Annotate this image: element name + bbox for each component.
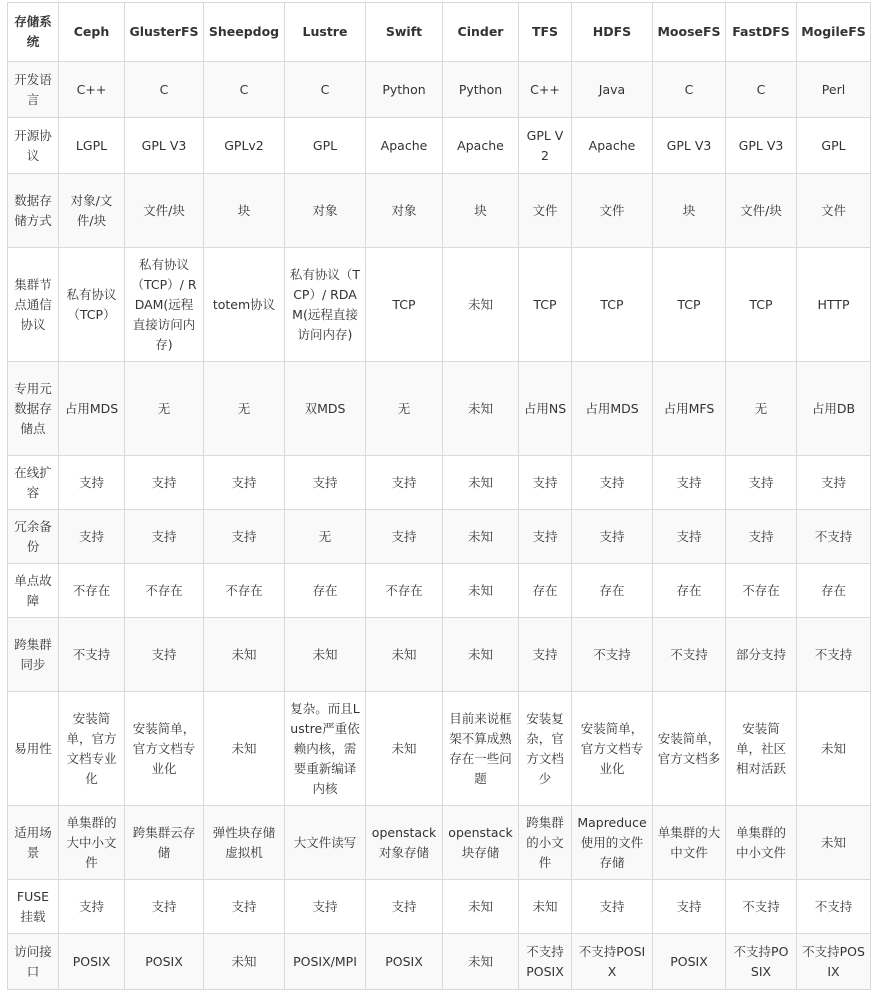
table-cell: GPL bbox=[285, 118, 366, 174]
table-row bbox=[8, 510, 871, 564]
table-cell: 未知 bbox=[443, 880, 519, 934]
table-cell: Python bbox=[443, 62, 519, 118]
table-cell: 支持 bbox=[204, 880, 285, 934]
table-cell: 无 bbox=[285, 510, 366, 564]
table-cell: 不支持 bbox=[726, 880, 797, 934]
table-cell: C++ bbox=[519, 62, 572, 118]
col-header-lustre: Lustre bbox=[285, 3, 366, 62]
table-cell: 安装简单，官方文档专业化 bbox=[125, 692, 204, 806]
header-row bbox=[8, 3, 871, 62]
table-cell: openstack块存储 bbox=[443, 806, 519, 880]
table-cell: 跨集群的小文件 bbox=[519, 806, 572, 880]
row-label: 在线扩容 bbox=[8, 456, 59, 510]
table-cell: 占用MDS bbox=[59, 362, 125, 456]
table-cell: 块 bbox=[653, 174, 726, 248]
table-cell: 未知 bbox=[443, 456, 519, 510]
table-cell: Perl bbox=[797, 62, 871, 118]
table-cell: GPL bbox=[797, 118, 871, 174]
row-label: 访问接口 bbox=[8, 934, 59, 990]
table-cell: GPL V3 bbox=[726, 118, 797, 174]
table-cell: C bbox=[285, 62, 366, 118]
table-cell: 块 bbox=[204, 174, 285, 248]
table-cell: 不存在 bbox=[366, 564, 443, 618]
table-cell: 未知 bbox=[366, 692, 443, 806]
col-header-tfs: TFS bbox=[519, 3, 572, 62]
table-cell: 私有协议（TCP）/ RDAM(远程直接访问内存) bbox=[285, 248, 366, 362]
table-cell: 不支持 bbox=[797, 880, 871, 934]
table-cell: 未知 bbox=[366, 618, 443, 692]
table-body bbox=[8, 62, 871, 990]
table-cell: 未知 bbox=[204, 618, 285, 692]
table-row bbox=[8, 362, 871, 456]
table-row bbox=[8, 248, 871, 362]
table-cell: 未知 bbox=[443, 934, 519, 990]
table-cell: 单集群的大中小文件 bbox=[59, 806, 125, 880]
col-header-hdfs: HDFS bbox=[572, 3, 653, 62]
table-cell: TCP bbox=[653, 248, 726, 362]
col-header-moosefs: MooseFS bbox=[653, 3, 726, 62]
table-cell: POSIX bbox=[366, 934, 443, 990]
row-label: 专用元数据存储点 bbox=[8, 362, 59, 456]
row-label: 跨集群同步 bbox=[8, 618, 59, 692]
table-cell: 支持 bbox=[653, 510, 726, 564]
table-cell: 支持 bbox=[797, 456, 871, 510]
table-cell: 私有协议（TCP）/ RDAM(远程直接访问内存) bbox=[125, 248, 204, 362]
table-cell: 双MDS bbox=[285, 362, 366, 456]
table-cell: Apache bbox=[443, 118, 519, 174]
table-cell: TCP bbox=[366, 248, 443, 362]
table-cell: 支持 bbox=[125, 880, 204, 934]
table-cell: Mapreduce使用的文件存储 bbox=[572, 806, 653, 880]
col-header-ceph: Ceph bbox=[59, 3, 125, 62]
table-cell: 支持 bbox=[204, 456, 285, 510]
table-cell: 占用MDS bbox=[572, 362, 653, 456]
col-header-glusterfs: GlusterFS bbox=[125, 3, 204, 62]
table-cell: 支持 bbox=[125, 510, 204, 564]
table-cell: LGPL bbox=[59, 118, 125, 174]
table-cell: 复杂。而且Lustre严重依赖内核，需要重新编译内核 bbox=[285, 692, 366, 806]
table-cell: 支持 bbox=[572, 456, 653, 510]
table-cell: 单集群的大中文件 bbox=[653, 806, 726, 880]
table-cell: 不存在 bbox=[59, 564, 125, 618]
row-label: 冗余备份 bbox=[8, 510, 59, 564]
table-cell: 未知 bbox=[443, 564, 519, 618]
table-cell: 支持 bbox=[519, 510, 572, 564]
table-cell: 支持 bbox=[125, 456, 204, 510]
table-cell: 支持 bbox=[285, 880, 366, 934]
table-cell: 支持 bbox=[519, 456, 572, 510]
row-label: 开源协议 bbox=[8, 118, 59, 174]
table-cell: C bbox=[653, 62, 726, 118]
table-cell: 不支持 bbox=[797, 618, 871, 692]
table-cell: POSIX/MPI bbox=[285, 934, 366, 990]
table-cell: 支持 bbox=[59, 456, 125, 510]
table-cell: 私有协议（TCP） bbox=[59, 248, 125, 362]
table-cell: 支持 bbox=[366, 880, 443, 934]
table-cell: 弹性块存储虚拟机 bbox=[204, 806, 285, 880]
comparison-table bbox=[7, 2, 871, 990]
table-cell: C++ bbox=[59, 62, 125, 118]
table-cell: 文件/块 bbox=[125, 174, 204, 248]
table-cell: 存在 bbox=[572, 564, 653, 618]
corner-header: 存储系统 bbox=[8, 3, 59, 62]
table-cell: 块 bbox=[443, 174, 519, 248]
table-cell: C bbox=[726, 62, 797, 118]
table-cell: 文件/块 bbox=[726, 174, 797, 248]
table-cell: 未知 bbox=[443, 510, 519, 564]
table-cell: 目前来说框架不算成熟存在一些问题 bbox=[443, 692, 519, 806]
col-header-fastdfs: FastDFS bbox=[726, 3, 797, 62]
table-cell: 支持 bbox=[366, 510, 443, 564]
table-cell: GPLv2 bbox=[204, 118, 285, 174]
table-cell: 支持 bbox=[285, 456, 366, 510]
table-cell: 单集群的中小文件 bbox=[726, 806, 797, 880]
table-cell: 对象 bbox=[366, 174, 443, 248]
col-header-cinder: Cinder bbox=[443, 3, 519, 62]
col-header-swift: Swift bbox=[366, 3, 443, 62]
table-cell: 安装复杂，官方文档少 bbox=[519, 692, 572, 806]
table-row bbox=[8, 62, 871, 118]
table-cell: 无 bbox=[366, 362, 443, 456]
table-cell: 占用NS bbox=[519, 362, 572, 456]
table-cell: GPL V2 bbox=[519, 118, 572, 174]
table-cell: 不支持 bbox=[797, 510, 871, 564]
table-cell: 未知 bbox=[443, 362, 519, 456]
row-label: 开发语言 bbox=[8, 62, 59, 118]
table-cell: 支持 bbox=[59, 880, 125, 934]
table-cell: 不支持POSIX bbox=[519, 934, 572, 990]
table-cell: 存在 bbox=[797, 564, 871, 618]
table-cell: TCP bbox=[519, 248, 572, 362]
table-cell: 占用DB bbox=[797, 362, 871, 456]
table-cell: GPL V3 bbox=[125, 118, 204, 174]
table-cell: Apache bbox=[572, 118, 653, 174]
table-cell: POSIX bbox=[653, 934, 726, 990]
table-cell: 大文件读写 bbox=[285, 806, 366, 880]
table-cell: 未知 bbox=[285, 618, 366, 692]
table-cell: 支持 bbox=[726, 510, 797, 564]
table-cell: 不存在 bbox=[204, 564, 285, 618]
table-cell: 安装简单，社区相对活跃 bbox=[726, 692, 797, 806]
col-header-sheepdog: Sheepdog bbox=[204, 3, 285, 62]
table-cell: Python bbox=[366, 62, 443, 118]
table-cell: 文件 bbox=[572, 174, 653, 248]
table-cell: 对象/文件/块 bbox=[59, 174, 125, 248]
table-cell: 安装简单，官方文档多 bbox=[653, 692, 726, 806]
table-cell: 文件 bbox=[797, 174, 871, 248]
table-cell: 支持 bbox=[59, 510, 125, 564]
table-row bbox=[8, 934, 871, 990]
table-cell: 未知 bbox=[797, 692, 871, 806]
table-cell: 未知 bbox=[519, 880, 572, 934]
table-cell: 文件 bbox=[519, 174, 572, 248]
table-row bbox=[8, 618, 871, 692]
table-cell: 不存在 bbox=[726, 564, 797, 618]
table-cell: 支持 bbox=[726, 456, 797, 510]
row-label: 适用场景 bbox=[8, 806, 59, 880]
table-cell: 不存在 bbox=[125, 564, 204, 618]
table-cell: 不支持 bbox=[59, 618, 125, 692]
table-cell: 支持 bbox=[519, 618, 572, 692]
table-row bbox=[8, 118, 871, 174]
row-label: FUSE挂载 bbox=[8, 880, 59, 934]
table-cell: 不支持 bbox=[653, 618, 726, 692]
table-cell: totem协议 bbox=[204, 248, 285, 362]
table-cell: 占用MFS bbox=[653, 362, 726, 456]
table-cell: POSIX bbox=[59, 934, 125, 990]
table-row bbox=[8, 564, 871, 618]
table-cell: HTTP bbox=[797, 248, 871, 362]
table-cell: 对象 bbox=[285, 174, 366, 248]
table-cell: 支持 bbox=[653, 456, 726, 510]
table-row bbox=[8, 456, 871, 510]
table-cell: openstack对象存储 bbox=[366, 806, 443, 880]
table-cell: TCP bbox=[572, 248, 653, 362]
table-cell: 未知 bbox=[204, 934, 285, 990]
table-row bbox=[8, 174, 871, 248]
row-label: 数据存储方式 bbox=[8, 174, 59, 248]
table-row bbox=[8, 692, 871, 806]
table-cell: 部分支持 bbox=[726, 618, 797, 692]
table-cell: 无 bbox=[726, 362, 797, 456]
table-cell: TCP bbox=[726, 248, 797, 362]
table-cell: 支持 bbox=[653, 880, 726, 934]
table-cell: 存在 bbox=[653, 564, 726, 618]
table-cell: 存在 bbox=[519, 564, 572, 618]
table-cell: 支持 bbox=[125, 618, 204, 692]
table-cell: 未知 bbox=[443, 618, 519, 692]
row-label: 易用性 bbox=[8, 692, 59, 806]
table-cell: 未知 bbox=[797, 806, 871, 880]
table-cell: 支持 bbox=[366, 456, 443, 510]
table-cell: 存在 bbox=[285, 564, 366, 618]
table-cell: 不支持POSIX bbox=[572, 934, 653, 990]
table-cell: POSIX bbox=[125, 934, 204, 990]
table-cell: 无 bbox=[204, 362, 285, 456]
table-cell: 未知 bbox=[204, 692, 285, 806]
table-cell: 不支持POSIX bbox=[797, 934, 871, 990]
table-cell: Apache bbox=[366, 118, 443, 174]
table-cell: 无 bbox=[125, 362, 204, 456]
table-cell: GPL V3 bbox=[653, 118, 726, 174]
table-cell: 不支持 bbox=[572, 618, 653, 692]
table-cell: 支持 bbox=[572, 510, 653, 564]
table-cell: 跨集群云存储 bbox=[125, 806, 204, 880]
table-row bbox=[8, 880, 871, 934]
row-label: 单点故障 bbox=[8, 564, 59, 618]
col-header-mogilefs: MogileFS bbox=[797, 3, 871, 62]
table-row bbox=[8, 806, 871, 880]
row-label: 集群节点通信协议 bbox=[8, 248, 59, 362]
table-cell: C bbox=[204, 62, 285, 118]
table-cell: Java bbox=[572, 62, 653, 118]
table-cell: 未知 bbox=[443, 248, 519, 362]
table-cell: 支持 bbox=[204, 510, 285, 564]
table-cell: C bbox=[125, 62, 204, 118]
table-cell: 安装简单，官方文档专业化 bbox=[572, 692, 653, 806]
table-cell: 安装简单，官方文档专业化 bbox=[59, 692, 125, 806]
table-cell: 不支持POSIX bbox=[726, 934, 797, 990]
table-cell: 支持 bbox=[572, 880, 653, 934]
